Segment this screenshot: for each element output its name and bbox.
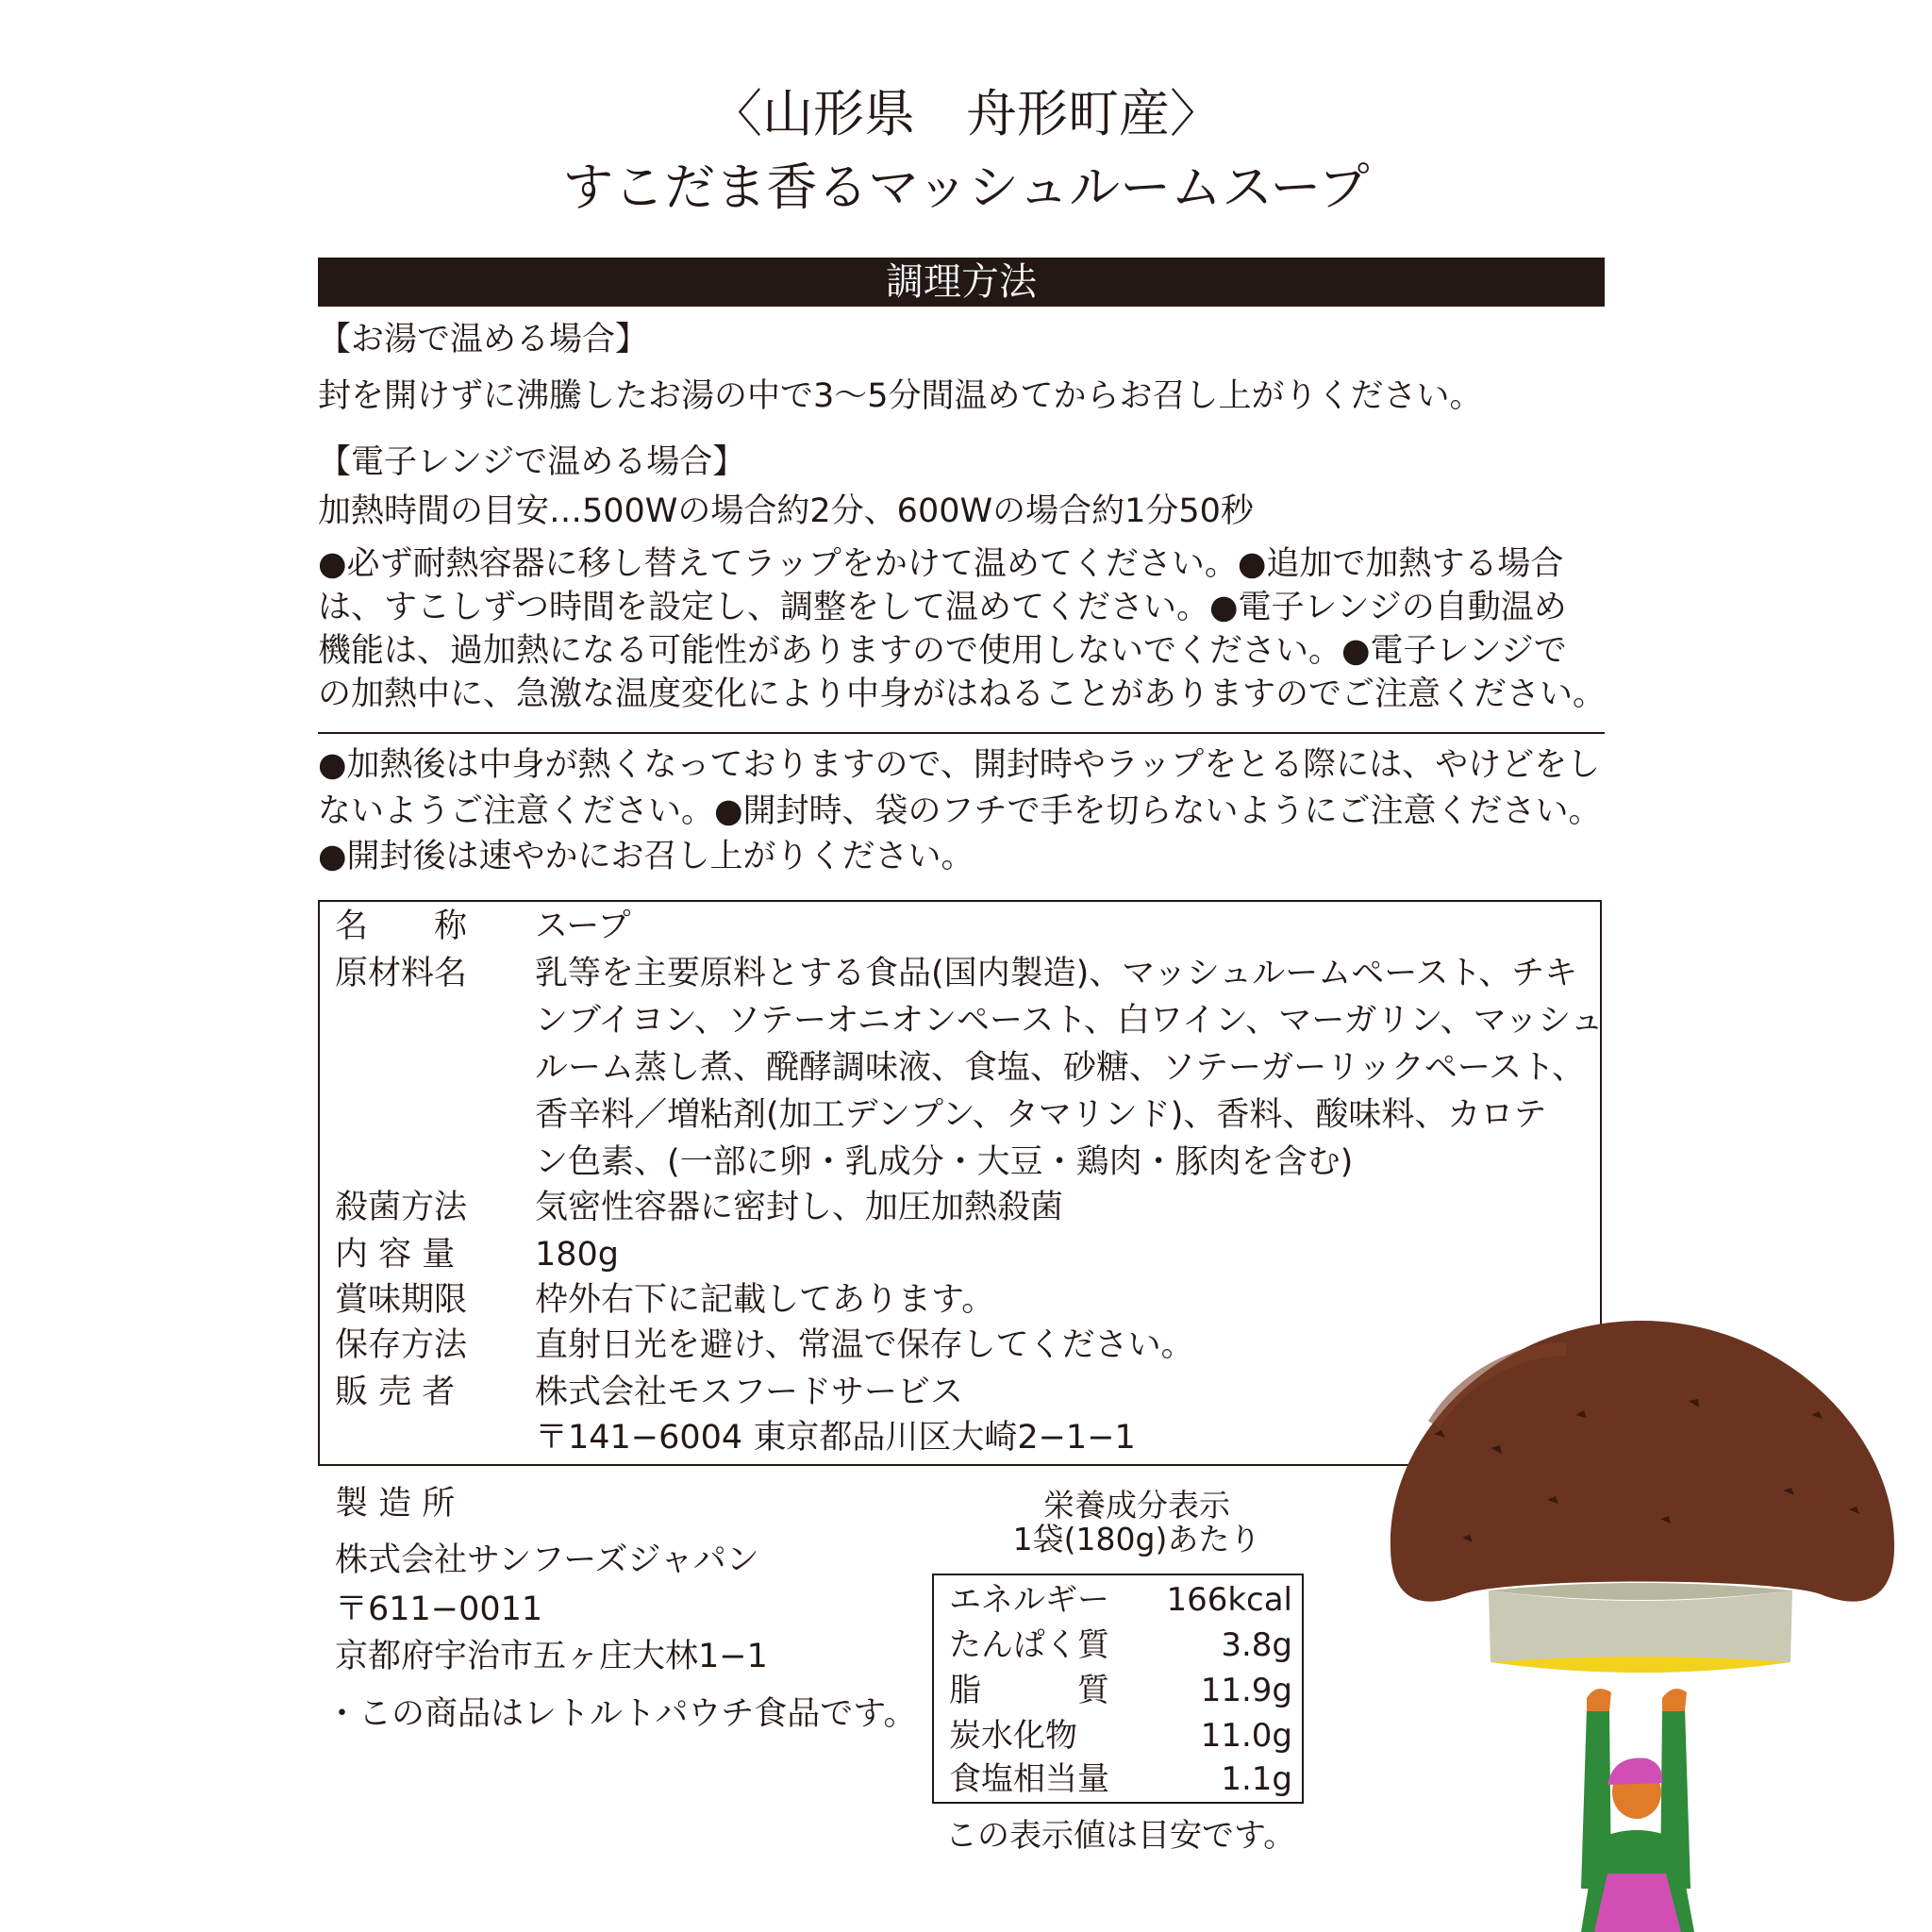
caution-note-line: ●加熱後は中身が熱くなっておりますので、開封時やラップをとる際には、やけどをし — [318, 746, 1601, 784]
nutrition-row-label: 脂 質 — [949, 1672, 1109, 1709]
microwave-note-line: は、すこしずつ時間を設定し、調整をして温めてください。●電子レンジの自動温め — [318, 589, 1567, 626]
retort-note: ・この商品はレトルトパウチ食品です。 — [325, 1695, 917, 1733]
spec-content-label: 内 容 量 — [335, 1236, 456, 1274]
cooking-method-bar: 調理方法 — [318, 258, 1605, 307]
spec-ingredients-line: 香辛料／増粘剤(加工デンプン、タマリンド)、香料、酸味料、カロテ — [535, 1096, 1547, 1134]
nutrition-row-value: 11.0g — [1200, 1717, 1292, 1755]
nutrition-row-label: 炭水化物 — [949, 1717, 1077, 1755]
spec-seller-address: 〒141−6004 東京都品川区大崎2−1−1 — [535, 1419, 1136, 1457]
caution-note-line: ないようご注意ください。●開封時、袋のフチで手を切らないようにご注意ください。 — [318, 792, 1602, 830]
nutrition-title: 栄養成分表示 — [1043, 1487, 1230, 1524]
spec-sterilization-value: 気密性容器に密封し、加圧加熱殺菌 — [535, 1189, 1064, 1226]
spec-seller-label: 販 売 者 — [335, 1374, 456, 1411]
spec-storage-label: 保存方法 — [335, 1326, 468, 1364]
nutrition-row-value: 11.9g — [1200, 1672, 1292, 1709]
spec-bestbefore-label: 賞味期限 — [335, 1281, 468, 1319]
hot-water-heading: 【お湯で温める場合】 — [318, 321, 649, 358]
spec-name-value: スープ — [535, 908, 631, 945]
nutrition-per: 1袋(180g)あたり — [1012, 1521, 1261, 1557]
spec-ingredients-label: 原材料名 — [335, 955, 468, 992]
product-title: すこだま香るマッシュルームスープ — [562, 158, 1370, 217]
nutrition-row-value: 1.1g — [1221, 1760, 1292, 1798]
spec-ingredients-line: 乳等を主要原料とする食品(国内製造)、マッシュルームペースト、チキ — [535, 955, 1578, 992]
spec-ingredients-line: ンブイヨン、ソテーオニオンペースト、白ワイン、マーガリン、マッシュ — [535, 1002, 1604, 1040]
nutrition-row-value: 166kcal — [1166, 1581, 1292, 1619]
hot-water-text: 封を開けずに沸騰したお湯の中で3～5分間温めてからお召し上がりください。 — [318, 377, 1483, 415]
microwave-note-line: 機能は、過加熱になる可能性がありますので使用しないでください。●電子レンジで — [318, 632, 1567, 670]
spec-bestbefore-value: 枠外右下に記載してあります。 — [535, 1281, 995, 1319]
microwave-note-line: ●必ず耐熱容器に移し替えてラップをかけて温めてください。●追加で加熱する場合 — [318, 545, 1564, 583]
spec-sterilization-label: 殺菌方法 — [335, 1189, 468, 1226]
manufacturer-postal: 〒611−0011 — [335, 1591, 543, 1628]
microwave-heading: 【電子レンジで温める場合】 — [318, 443, 746, 481]
nutrition-row-label: エネルギー — [949, 1581, 1109, 1619]
nutrition-row-label: 食塩相当量 — [949, 1760, 1109, 1798]
microwave-note-line: の加熱中に、急激な温度変化により中身がはねることがありますのでご注意ください。 — [318, 675, 1607, 713]
caution-note-line: ●開封後は速やかにお召し上がりください。 — [318, 838, 974, 875]
nutrition-footnote: この表示値は目安です。 — [945, 1817, 1296, 1855]
manufacturer-company: 株式会社サンフーズジャパン — [335, 1541, 759, 1579]
spec-name-label: 名 称 — [335, 908, 468, 945]
spec-content-value: 180g — [535, 1236, 620, 1274]
spec-ingredients-line: ン色素、(一部に卵・乳成分・大豆・鶏肉・豚肉を含む) — [535, 1143, 1354, 1181]
mushroom-person-icon — [1377, 1311, 1906, 1932]
manufacturer-address: 京都府宇治市五ヶ庄大林1−1 — [335, 1638, 768, 1675]
manufacturer-label: 製 造 所 — [335, 1485, 456, 1523]
section-divider — [318, 732, 1605, 734]
microwave-time: 加熱時間の目安…500Wの場合約2分、600Wの場合約1分50秒 — [318, 492, 1254, 530]
spec-storage-value: 直射日光を避け、常温で保存してください。 — [535, 1326, 1194, 1364]
nutrition-row-label: たんぱく質 — [949, 1626, 1109, 1664]
spec-seller-value: 株式会社モスフードサービス — [535, 1374, 963, 1411]
nutrition-row-value: 3.8g — [1221, 1626, 1292, 1664]
origin-title: 〈山形県 舟形町産〉 — [711, 84, 1221, 143]
spec-ingredients-line: ルーム蒸し煮、醗酵調味液、食塩、砂糖、ソテーガーリックペースト、 — [535, 1049, 1586, 1087]
